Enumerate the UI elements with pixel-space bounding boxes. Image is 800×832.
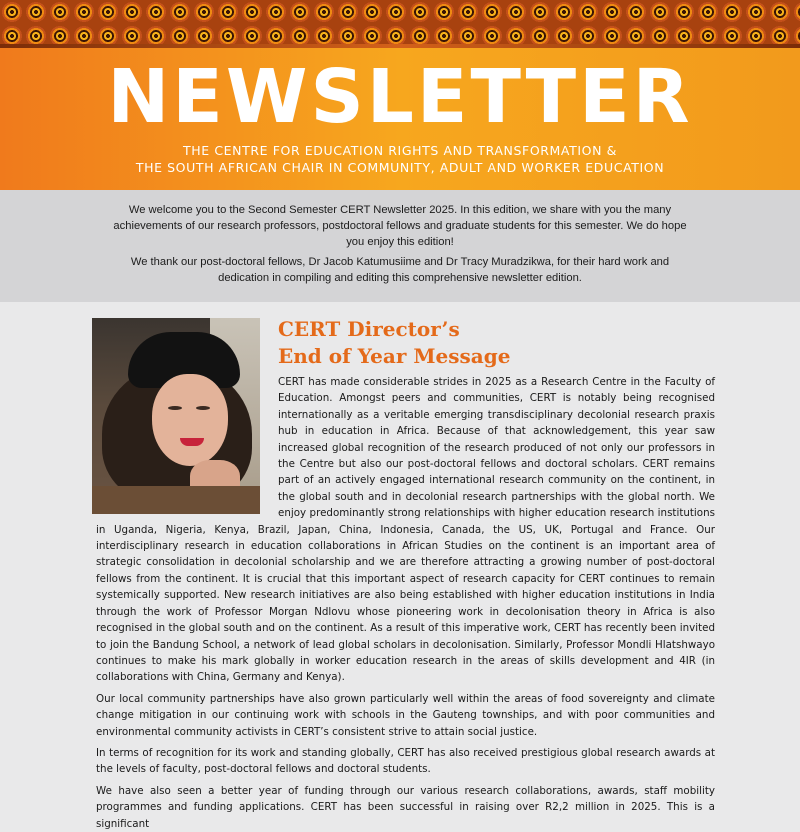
- newsletter-title: NEWSLETTER: [107, 54, 693, 140]
- newsletter-banner: [0, 48, 800, 190]
- article-paragraph: We have also seen a better year of funding through our various research collaborations, awards, staff mobility programmes and funding applications. CERT has been successful in raising over R2,2 million in 2025. This is a significant: [96, 784, 715, 830]
- intro-paragraph-thanks: We thank our post-doctoral fellows, Dr Jacob Katumusiime and Dr Tracy Muradzikwa, for their hard work and dedication in compiling and editing this comprehensive newsletter edition.: [130, 256, 670, 284]
- article-section: [0, 302, 800, 830]
- decorative-pattern-strip: [0, 0, 800, 48]
- article-paragraph: CERT has made considerable strides in 2025 as a Research Centre in the Faculty of Education. Amongst peers and communities, CERT is notably being recognised internationally as a veritable emerging transdisciplinary decolonial research praxis hub in education in Africa. Because of that acknowledgement, this year saw increased global recognition of the research produced of not only our professors in the Centre but also our post-doctoral fellows and doctoral scholars. CERT remains part of an actively engaged international research community on the continent, in the global south and in decolonial research partnerships with the global north. We enjoy predominantly strong relationships with higher education research institutions in Uganda, Nigeria, Kenya, Brazil, Japan, China, Indonesia, Canada, the US, UK, Portugal and France. Our interdisciplinary research in education collaborations in African Studies on the continent is an important area of strategic consolidation in decolonial scholarship and we are therefore attracting a growing number of post-doctoral fellows from the continent. It is crucial that this important aspect of research capacity for CERT continues to remain systemically supported. New research initiatives are also being established with higher education institutions in India through the work of Professor Morgan Ndlovu whose pioneering work in decolonisation theory in Africa is also recognised in the global south and on the continent. As a result of this imperative work, CERT has recently been invited to join the Bandung School, a network of lead global scholars in decolonisation. Similarly, Professor Mondli Hlatshwayo continues to make his mark globally in worker education research in the areas of skills development and 4IR (in collaborations with China, Germany and Kenya).: [96, 376, 715, 684]
- article-paragraph: Our local community partnerships have also grown particularly well within the areas of food sovereignty and climate change mitigation in our continuing work with schools in the Gauteng townships, and with poor communities and environmental community activists in CERT’s consistent strive to attain social justice.: [96, 692, 715, 738]
- article-body: [96, 374, 715, 830]
- article-heading: [278, 316, 698, 370]
- article-paragraph: In terms of recognition for its work and standing globally, CERT has also received prestigious global research awards at the levels of faculty, post-doctoral fellows and doctoral students.: [96, 746, 715, 776]
- article-heading-line1: CERT Director’s: [278, 317, 460, 341]
- article-heading-line2: End of Year Message: [278, 344, 511, 368]
- intro-section: [0, 190, 800, 302]
- photo-wrap-spacer: [96, 374, 278, 514]
- intro-paragraph-welcome: We welcome you to the Second Semester CERT Newsletter 2025. In this edition, we share with you the many achievements of our research professors, postdoctoral fellows and graduate students for this semester. We do hope you enjoy this edition!: [113, 204, 687, 248]
- banner-subtitle-line2: THE SOUTH AFRICAN CHAIR IN COMMUNITY, ADULT AND WORKER EDUCATION: [135, 160, 665, 175]
- banner-subtitle-line1: THE CENTRE FOR EDUCATION RIGHTS AND TRANSFORMATION &: [183, 143, 617, 158]
